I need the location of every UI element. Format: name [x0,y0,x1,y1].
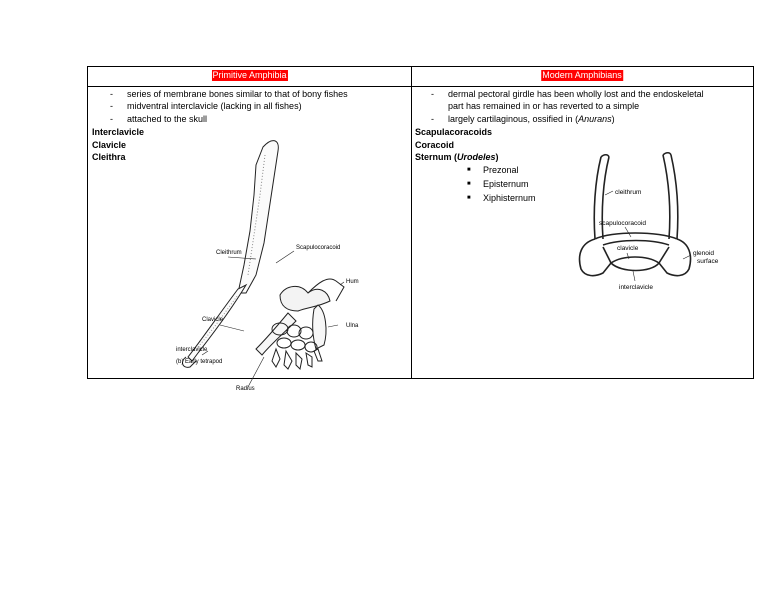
bullet-text: series of membrane bones similar to that of bony fishes [127,89,348,99]
sternum-pre: Sternum ( [415,152,458,162]
bone-clavicle: Clavicle [92,140,127,150]
square-bullet-icon: ■ [467,167,471,173]
sternum-part-label: Xiphisternum [483,193,536,203]
fig-caption: (b) Early tetrapod [176,359,223,365]
fig-label-cleithrum: Cleithrum [216,250,242,256]
modern-girdle-figure [571,151,741,311]
bullet-text-post: ) [611,114,615,124]
fig-label-humerus: Hum [346,279,359,285]
bullet-text: part has remained in or has reverted to a simple [448,101,640,111]
fig-label-scapulocoracoid: Scapulocoracoid [296,245,341,251]
bullet-text: attached to the skull [127,114,208,124]
bullet-text [448,113,615,125]
dash-marker: - [110,101,113,111]
fig-label-interclavicle: interclavicle [176,347,208,353]
modern-amphibians-column [411,67,753,378]
bullet-text: midventral interclavicle (lacking in all fishes) [127,101,302,111]
fig-label-scapulocoracoid: scapulocoracoid [599,220,646,227]
dash-marker: - [110,114,113,124]
anurans-term: Anurans [578,114,612,124]
fig-label-cleithrum: cleithrum [615,189,642,196]
sternum-part-label: Episternum [483,179,529,189]
early-tetrapod-figure [168,135,368,392]
bone-interclavicle: Interclavicle [92,127,145,137]
bone-scapulacoracoids: Scapulacoracoids [415,127,493,137]
header-row [411,67,753,87]
urodeles-term: Urodeles [457,152,496,162]
dash-marker: - [431,114,434,124]
bone-sternum [415,151,499,163]
sternum-post: ) [495,152,499,162]
bullet-text-pre: largely cartilaginous, ossified in ( [448,114,579,124]
bone-coracoid: Coracoid [415,140,455,150]
square-bullet-icon: ■ [467,195,471,201]
fig-label-clavicle: Clavicle [202,317,224,323]
primitive-amphibia-header: Primitive Amphibia [212,70,287,80]
primitive-amphibia-column [88,67,412,392]
dash-marker: - [110,89,113,99]
fig-label-glenoid: glenoid [693,250,714,257]
dash-marker: - [431,89,434,99]
bone-cleithra: Cleithra [92,152,126,162]
fig-label-glenoid-surface: surface [697,258,719,265]
bullet-text: dermal pectoral girdle has been wholly lost and the endoskeletal [448,89,704,99]
fig-label-radius: Radius [236,386,255,392]
square-bullet-icon: ■ [467,181,471,187]
comparison-table [87,66,754,392]
modern-amphibians-header: Modern Amphibians [542,70,622,80]
sternum-part-label: Prezonal [483,165,519,175]
fig-label-interclavicle: interclavicle [619,284,653,291]
fig-label-clavicle: clavicle [617,245,639,252]
fig-label-ulna: Ulna [346,323,359,329]
header-row [88,67,411,87]
